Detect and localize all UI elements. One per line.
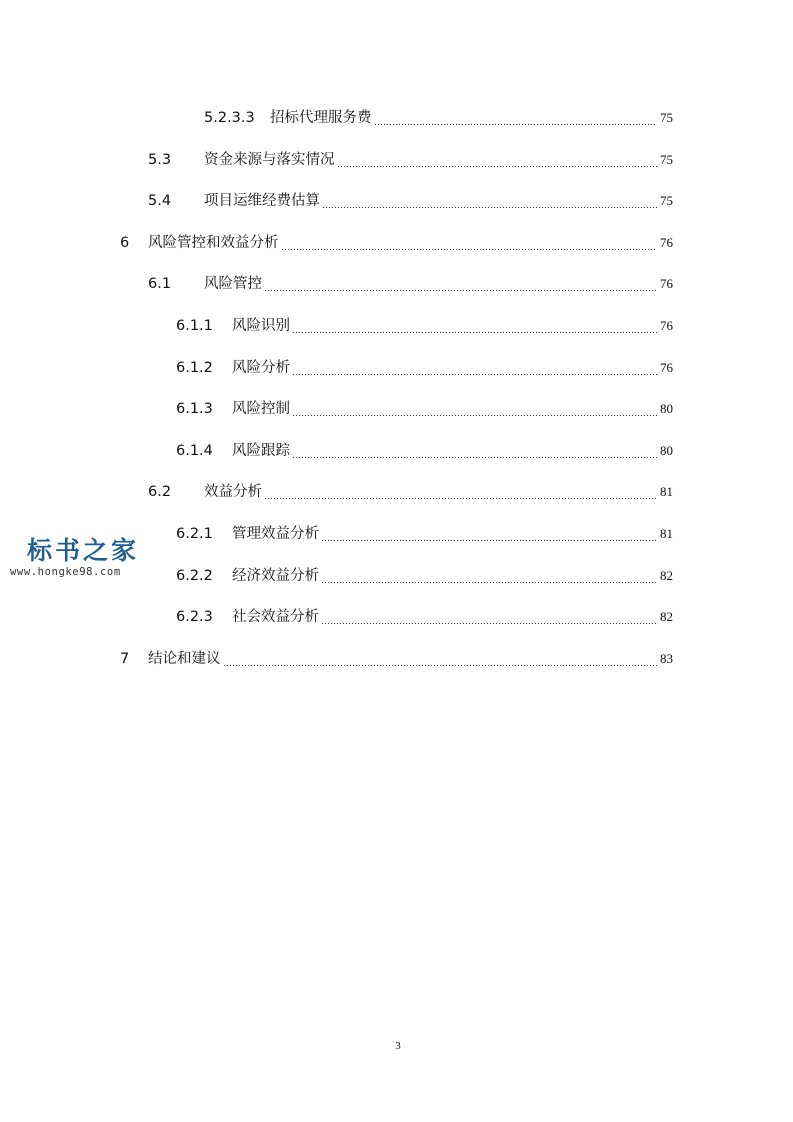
toc-dot-leader: [292, 399, 657, 419]
toc-entry-page: 81: [660, 484, 673, 499]
toc-dot-leader: [292, 441, 657, 461]
toc-entry-number: 5.3: [148, 152, 172, 168]
toc-entry-page: 75: [660, 110, 673, 125]
toc-entry-number: 6.2.2: [176, 568, 213, 584]
toc-entry-number: 6.1: [148, 276, 172, 292]
toc-entry-page: 76: [660, 235, 673, 250]
toc-entry-number: 6.2.1: [176, 526, 213, 542]
toc-dot-leader: [292, 358, 657, 378]
toc-entry-6-2[interactable]: [148, 480, 673, 502]
toc-entry-number: 6.2: [148, 484, 172, 500]
toc-entry-title: 风险管控: [204, 276, 262, 292]
toc-entry-title: 经济效益分析: [232, 568, 319, 584]
toc-dot-leader: [321, 607, 657, 627]
toc-entry-number: 6.1.3: [176, 401, 213, 417]
toc-entry-title: 资金来源与落实情况: [204, 152, 335, 168]
toc-entry-title: 效益分析: [204, 484, 262, 500]
toc-entry-title: 风险跟踪: [232, 443, 290, 459]
toc-dot-leader: [322, 191, 657, 211]
toc-entry-5-4[interactable]: [148, 189, 673, 211]
toc-entry-page: 75: [660, 152, 673, 167]
toc-dot-leader: [292, 316, 657, 336]
toc-entry-page: 76: [660, 276, 673, 291]
toc-entry-title: 风险控制: [232, 401, 290, 417]
toc-entry-title: 项目运维经费估算: [204, 193, 320, 209]
toc-entry-5-2-3-3[interactable]: [204, 106, 673, 128]
toc-entry-number: 5.2.3.3: [204, 110, 255, 126]
toc-entry-page: 80: [660, 443, 673, 458]
toc-entry-page: 80: [660, 401, 673, 416]
toc-entry-page: 75: [660, 193, 673, 208]
toc-dot-leader: [321, 566, 657, 586]
watermark-logo: [10, 536, 160, 584]
toc-dot-leader: [374, 108, 658, 128]
toc-dot-leader: [264, 482, 657, 502]
toc-entry-page: 83: [660, 651, 673, 666]
toc-entry-number: 6: [120, 235, 130, 251]
toc-entry-title: 风险识别: [232, 318, 290, 334]
toc-entry-title: 风险分析: [232, 360, 290, 376]
toc-entry-6[interactable]: [120, 231, 673, 253]
toc-entry-page: 81: [660, 526, 673, 541]
toc-entry-number: 6.1.4: [176, 443, 213, 459]
toc-entry-6-1-2[interactable]: [176, 356, 673, 378]
watermark-title: 标书之家: [27, 536, 140, 565]
toc-entry-title: 社会效益分析: [232, 609, 319, 625]
watermark-url: www.hongke98.com: [10, 566, 121, 578]
toc-entry-title: 管理效益分析: [232, 526, 319, 542]
toc-entry-page: 76: [660, 360, 673, 375]
toc-entry-number: 6.1.1: [176, 318, 213, 334]
toc-entry-6-1-1[interactable]: [176, 314, 673, 336]
toc-dot-leader: [223, 649, 658, 669]
toc-entry-page: 82: [660, 609, 673, 624]
toc-entry-number: 7: [120, 651, 130, 667]
toc-entry-number: 6.1.2: [176, 360, 213, 376]
toc-dot-leader: [264, 274, 657, 294]
toc-dot-leader: [281, 233, 658, 253]
toc-entry-6-2-2[interactable]: [176, 564, 673, 586]
toc-entry-6-1-4[interactable]: [176, 439, 673, 461]
toc-entry-6-1[interactable]: [148, 272, 673, 294]
toc-entry-5-3[interactable]: [148, 148, 673, 170]
page-number: 3: [395, 1040, 401, 1052]
toc-entry-6-2-1[interactable]: [176, 522, 673, 544]
toc-entry-title: 风险管控和效益分析: [148, 235, 279, 251]
toc-entry-7[interactable]: [120, 647, 673, 669]
toc-dot-leader: [337, 150, 658, 170]
toc-entry-page: 76: [660, 318, 673, 333]
toc-entry-number: 5.4: [148, 193, 172, 209]
toc-dot-leader: [321, 524, 657, 544]
toc-entry-6-2-3[interactable]: [176, 605, 673, 627]
toc-entry-title: 招标代理服务费: [270, 110, 372, 126]
toc-entry-number: 6.2.3: [176, 609, 213, 625]
toc-entry-page: 82: [660, 568, 673, 583]
toc-entry-title: 结论和建议: [148, 651, 221, 667]
toc-entry-6-1-3[interactable]: [176, 397, 673, 419]
